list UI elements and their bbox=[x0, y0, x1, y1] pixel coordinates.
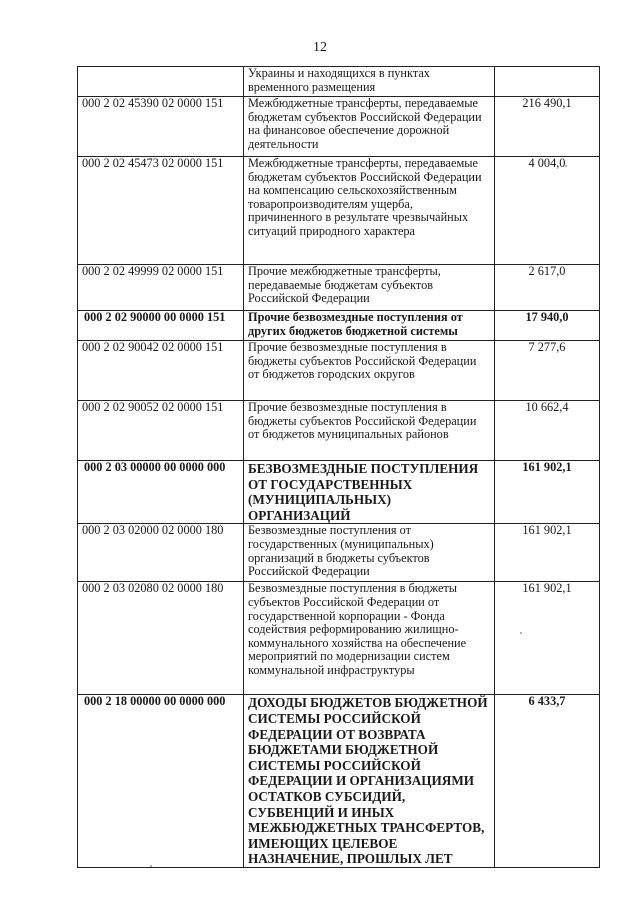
budget-code-cell: 000 2 02 90052 02 0000 151 bbox=[78, 401, 244, 461]
budget-code-cell: 000 2 02 90000 00 0000 151 bbox=[78, 311, 244, 341]
description-cell: Прочие межбюджетные трансферты, передаваемые бюджетам субъектов Российской Федерации bbox=[244, 265, 495, 311]
table-row bbox=[78, 461, 600, 524]
description-cell: Прочие безвозмездные поступления в бюджеты субъектов Российской Федерации от бюджетов городских округов bbox=[244, 341, 495, 401]
budget-code-cell: 000 2 03 02080 02 0000 180 bbox=[78, 582, 244, 695]
budget-code-cell: 000 2 02 49999 02 0000 151 bbox=[78, 265, 244, 311]
table-row bbox=[78, 341, 600, 401]
amount-cell: 10 662,4 bbox=[495, 401, 600, 461]
description-cell: Безвозмездные поступления в бюджеты субъектов Российской Федерации от государственной корпорации - Фонда содействия реформированию жилищно-коммунального хозяйства на обеспечение мероприятий по модернизации систем коммунальной инфраструктуры bbox=[244, 582, 495, 695]
budget-code-cell: 000 2 02 45390 02 0000 151 bbox=[78, 97, 244, 157]
page-number: 12 bbox=[313, 40, 327, 55]
amount-cell: 216 490,1 bbox=[495, 97, 600, 157]
budget-code-cell: 000 2 03 00000 00 0000 000 bbox=[78, 461, 244, 524]
description-cell: Межбюджетные трансферты, передаваемые бюджетам субъектов Российской Федерации на финансовое обеспечение дорожной деятельности bbox=[244, 97, 495, 157]
amount-cell: 4 004,0 bbox=[495, 157, 600, 265]
description-cell: ДОХОДЫ БЮДЖЕТОВ БЮДЖЕТНОЙ СИСТЕМЫ РОССИЙСКОЙ ФЕДЕРАЦИИ ОТ ВОЗВРАТА БЮДЖЕТАМИ БЮДЖЕТНОЙ СИСТЕМЫ РОССИЙСКОЙ ФЕДЕРАЦИИ И ОРГАНИЗАЦИЯМИ ОСТАТКОВ СУБСИДИЙ, СУБВЕНЦИЙ И ИНЫХ МЕЖБЮДЖЕТНЫХ ТРАНСФЕРТОВ, ИМЕЮЩИХ ЦЕЛЕВОЕ НАЗНАЧЕНИЕ, ПРОШЛЫХ ЛЕТ bbox=[244, 695, 495, 868]
scan-speck bbox=[520, 632, 522, 634]
amount-cell: 6 433,7 bbox=[495, 695, 600, 868]
description-cell: Безвозмездные поступления от государственных (муниципальных) организаций в бюджеты субъектов Российской Федерации bbox=[244, 524, 495, 582]
table-row bbox=[78, 401, 600, 461]
description-cell: Прочие безвозмездные поступления в бюджеты субъектов Российской Федерации от бюджетов муниципальных районов bbox=[244, 401, 495, 461]
table-row bbox=[78, 524, 600, 582]
amount-cell: 161 902,1 bbox=[495, 582, 600, 695]
table-row bbox=[78, 582, 600, 695]
table-row bbox=[78, 97, 600, 157]
description-cell: Украины и находящихся в пунктах временного размещения bbox=[244, 67, 495, 97]
amount-cell: 7 277,6 bbox=[495, 341, 600, 401]
description-cell: БЕЗВОЗМЕЗДНЫЕ ПОСТУПЛЕНИЯ ОТ ГОСУДАРСТВЕННЫХ (МУНИЦИПАЛЬНЫХ) ОРГАНИЗАЦИЙ bbox=[244, 461, 495, 524]
budget-revenue-table bbox=[77, 66, 600, 868]
table-row bbox=[78, 265, 600, 311]
scan-speck bbox=[565, 165, 567, 167]
amount-cell: 2 617,0 bbox=[495, 265, 600, 311]
amount-cell: 161 902,1 bbox=[495, 461, 600, 524]
amount-cell: 17 940,0 bbox=[495, 311, 600, 341]
amount-cell: 161 902,1 bbox=[495, 524, 600, 582]
budget-code-cell: 000 2 18 00000 00 0000 000 bbox=[78, 695, 244, 868]
table-row bbox=[78, 695, 600, 868]
scan-speck bbox=[150, 865, 152, 867]
description-cell: Межбюджетные трансферты, передаваемые бюджетам субъектов Российской Федерации на компенсацию сельскохозяйственным товаропроизводителям ущерба, причиненного в результате чрезвычайных ситуаций природного характера bbox=[244, 157, 495, 265]
budget-code-cell bbox=[78, 67, 244, 97]
table-row bbox=[78, 67, 600, 97]
table-row bbox=[78, 157, 600, 265]
budget-code-cell: 000 2 03 02000 02 0000 180 bbox=[78, 524, 244, 582]
budget-code-cell: 000 2 02 45473 02 0000 151 bbox=[78, 157, 244, 265]
table-row bbox=[78, 311, 600, 341]
budget-code-cell: 000 2 02 90042 02 0000 151 bbox=[78, 341, 244, 401]
description-cell: Прочие безвозмездные поступления от других бюджетов бюджетной системы bbox=[244, 311, 495, 341]
amount-cell bbox=[495, 67, 600, 97]
